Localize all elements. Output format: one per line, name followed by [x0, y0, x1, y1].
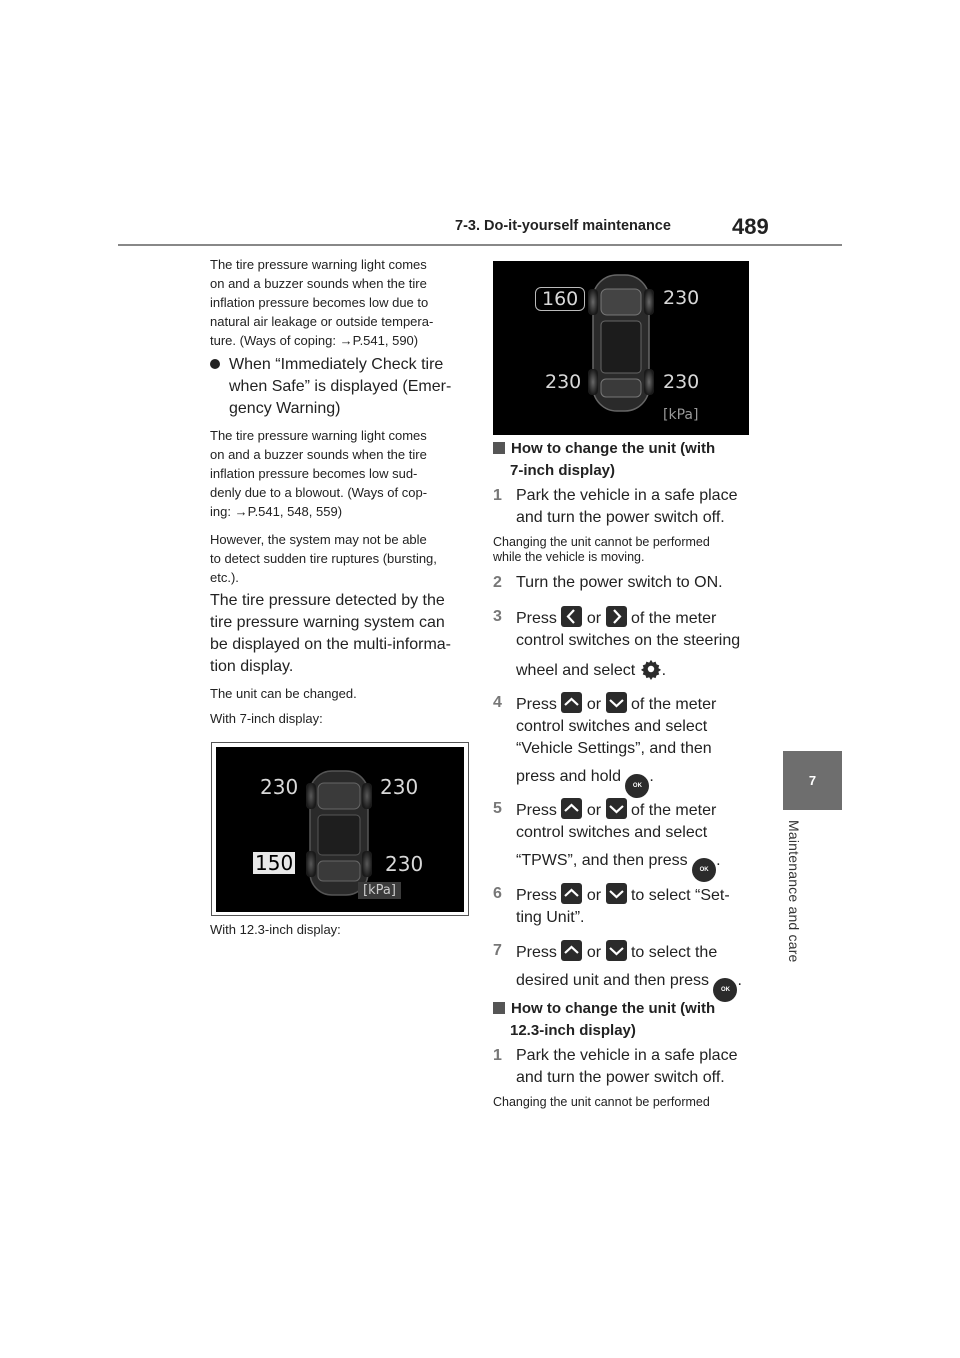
heading-text: 7-inch display) [510, 462, 616, 479]
step-text: or [586, 802, 602, 819]
down-arrow-button-icon [606, 692, 627, 713]
text-line: on and a buzzer sounds when the tire [210, 447, 427, 462]
step-7 [493, 940, 763, 992]
step-number: 1 [493, 1047, 502, 1064]
tire-rear-right-value: 230 [663, 371, 700, 393]
text-line: on and a buzzer sounds when the tire [210, 276, 427, 291]
car-top-view-icon [493, 261, 749, 435]
step-text: . [716, 852, 721, 869]
display-12inch [493, 261, 749, 435]
heading-12inch-unit [493, 998, 763, 1042]
left-arrow-button-icon [561, 606, 582, 627]
text-line: ture. (Ways of coping: →P.541, 590) [210, 333, 419, 348]
step-text: control switches on the steering [516, 632, 741, 649]
paragraph-blowout [210, 426, 470, 521]
paragraph-display-info [210, 590, 472, 678]
tire-rear-left-value-warning: 150 [255, 851, 294, 875]
down-arrow-button-icon [606, 940, 627, 961]
bullet-emergency-warning [210, 354, 470, 420]
text-line: tion display. [210, 658, 294, 675]
bullet-text: when Safe” is displayed (Emer- [229, 378, 452, 395]
up-arrow-button-icon [561, 883, 582, 904]
paragraph-rupture-note [210, 530, 472, 587]
text-line: The tire pressure warning light comes [210, 257, 427, 272]
step-text: Press [516, 944, 557, 961]
text-line: tire pressure warning system can [210, 614, 445, 631]
text-line: to detect sudden tire ruptures (bursting, [210, 551, 437, 566]
heading-square-icon [493, 442, 505, 454]
step-text: . [649, 768, 654, 785]
step-number: 4 [493, 694, 502, 711]
car-top-view-icon [216, 747, 464, 912]
step-text: Press [516, 802, 557, 819]
text-line: Changing the unit cannot be performed [493, 535, 710, 549]
step-text: . [737, 972, 742, 989]
step-number: 6 [493, 885, 502, 902]
chapter-tab[interactable] [783, 751, 842, 810]
text-line: inflation pressure becomes low sud- [210, 466, 418, 481]
text-line: denly due to a blowout. (Ways of cop- [210, 485, 428, 500]
step-text: to select the [630, 944, 718, 961]
step-1 [493, 485, 763, 529]
bullet-icon [210, 359, 220, 369]
step-text: “TPWS”, and then press [516, 852, 688, 869]
step-6 [493, 883, 763, 927]
tire-front-left-value: 230 [260, 775, 299, 799]
chapter-number: 7 [808, 773, 817, 788]
heading-text: How to change the unit (with [511, 1000, 716, 1017]
note-moving [493, 535, 710, 565]
unit-label: [kPa] [663, 407, 699, 423]
display-7inch [216, 747, 464, 912]
step-text: Park the vehicle in a safe place [516, 1047, 738, 1064]
step-text: or [586, 944, 602, 961]
step-text: or [586, 696, 602, 713]
text-line: inflation pressure becomes low due to [210, 295, 429, 310]
step-text: or [586, 610, 602, 627]
step-text: control switches and select [516, 718, 708, 735]
step-text: of the meter [630, 802, 717, 819]
step-text: wheel and select [516, 662, 636, 679]
step-text: of the meter [630, 696, 717, 713]
paragraph-low-pressure [210, 255, 470, 350]
up-arrow-button-icon [561, 692, 582, 713]
header-divider [118, 244, 842, 246]
up-arrow-button-icon [561, 798, 582, 819]
step-text: and turn the power switch off. [516, 1069, 725, 1086]
text-line: The tire pressure detected by the [210, 592, 445, 609]
step-text: or [586, 887, 602, 904]
section-title: 7-3. Do-it-yourself maintenance [455, 218, 671, 234]
down-arrow-button-icon [606, 883, 627, 904]
step-text: Park the vehicle in a safe place [516, 487, 738, 504]
down-arrow-button-icon [606, 798, 627, 819]
step-text: to select “Set- [630, 887, 730, 904]
step-text: control switches and select [516, 824, 708, 841]
text-line: The tire pressure warning light comes [210, 428, 427, 443]
up-arrow-button-icon [561, 940, 582, 961]
tire-rear-left-value: 230 [545, 371, 582, 393]
text-line: be displayed on the multi-informa- [210, 636, 452, 653]
step-text: Press [516, 610, 557, 627]
chapter-title: Maintenance and care [786, 820, 802, 963]
tire-rear-right-value: 230 [385, 852, 424, 876]
step-text: desired unit and then press [516, 972, 710, 989]
text-line: natural air leakage or outside tempera- [210, 314, 434, 329]
right-arrow-button-icon [606, 606, 627, 627]
bullet-text: When “Immediately Check tire [229, 356, 444, 373]
paragraph-unit-change: The unit can be changed. [210, 686, 357, 701]
label-7inch: With 7-inch display: [210, 711, 323, 726]
tire-front-right-value: 230 [380, 775, 419, 799]
ok-button-icon: OK [625, 774, 649, 798]
text-line: ing: →P.541, 548, 559) [210, 504, 343, 519]
tire-front-right-value: 230 [663, 287, 700, 309]
bullet-text: gency Warning) [229, 400, 341, 417]
step-number: 7 [493, 942, 502, 959]
step-5 [493, 798, 763, 872]
gear-icon [640, 658, 662, 680]
tire-front-left-value-warning: 160 [535, 287, 585, 311]
unit-label: [kPa] [358, 882, 401, 899]
step-4 [493, 692, 763, 788]
note-moving-12inch: Changing the unit cannot be performed [493, 1095, 710, 1109]
ok-button-icon: OK [713, 978, 737, 1002]
step-text: ting Unit”. [516, 909, 585, 926]
text-line: However, the system may not be able [210, 532, 427, 547]
step-number: 1 [493, 487, 502, 504]
step-text: Press [516, 696, 557, 713]
heading-square-icon [493, 1002, 505, 1014]
step-2 [493, 572, 763, 594]
step-text: press and hold [516, 768, 621, 785]
step-text: Turn the power switch to ON. [516, 574, 723, 591]
step-number: 3 [493, 608, 502, 625]
step-number: 2 [493, 574, 502, 591]
heading-text: 12.3-inch display) [510, 1022, 636, 1039]
text-line: etc.). [210, 570, 239, 585]
step-text: . [661, 662, 667, 679]
heading-7inch-unit [493, 438, 763, 482]
text-line: while the vehicle is moving. [493, 550, 645, 564]
label-12inch: With 12.3-inch display: [210, 922, 341, 937]
ok-button-icon: OK [692, 858, 716, 882]
step-text: of the meter [630, 610, 717, 627]
step-number: 5 [493, 800, 502, 817]
step-text: “Vehicle Settings”, and then [516, 740, 712, 757]
heading-text: How to change the unit (with [511, 440, 716, 457]
page-number: 489 [732, 214, 769, 239]
step-3 [493, 606, 763, 680]
step-text: and turn the power switch off. [516, 509, 725, 526]
step-text: Press [516, 887, 557, 904]
step-1-12inch [493, 1045, 763, 1089]
